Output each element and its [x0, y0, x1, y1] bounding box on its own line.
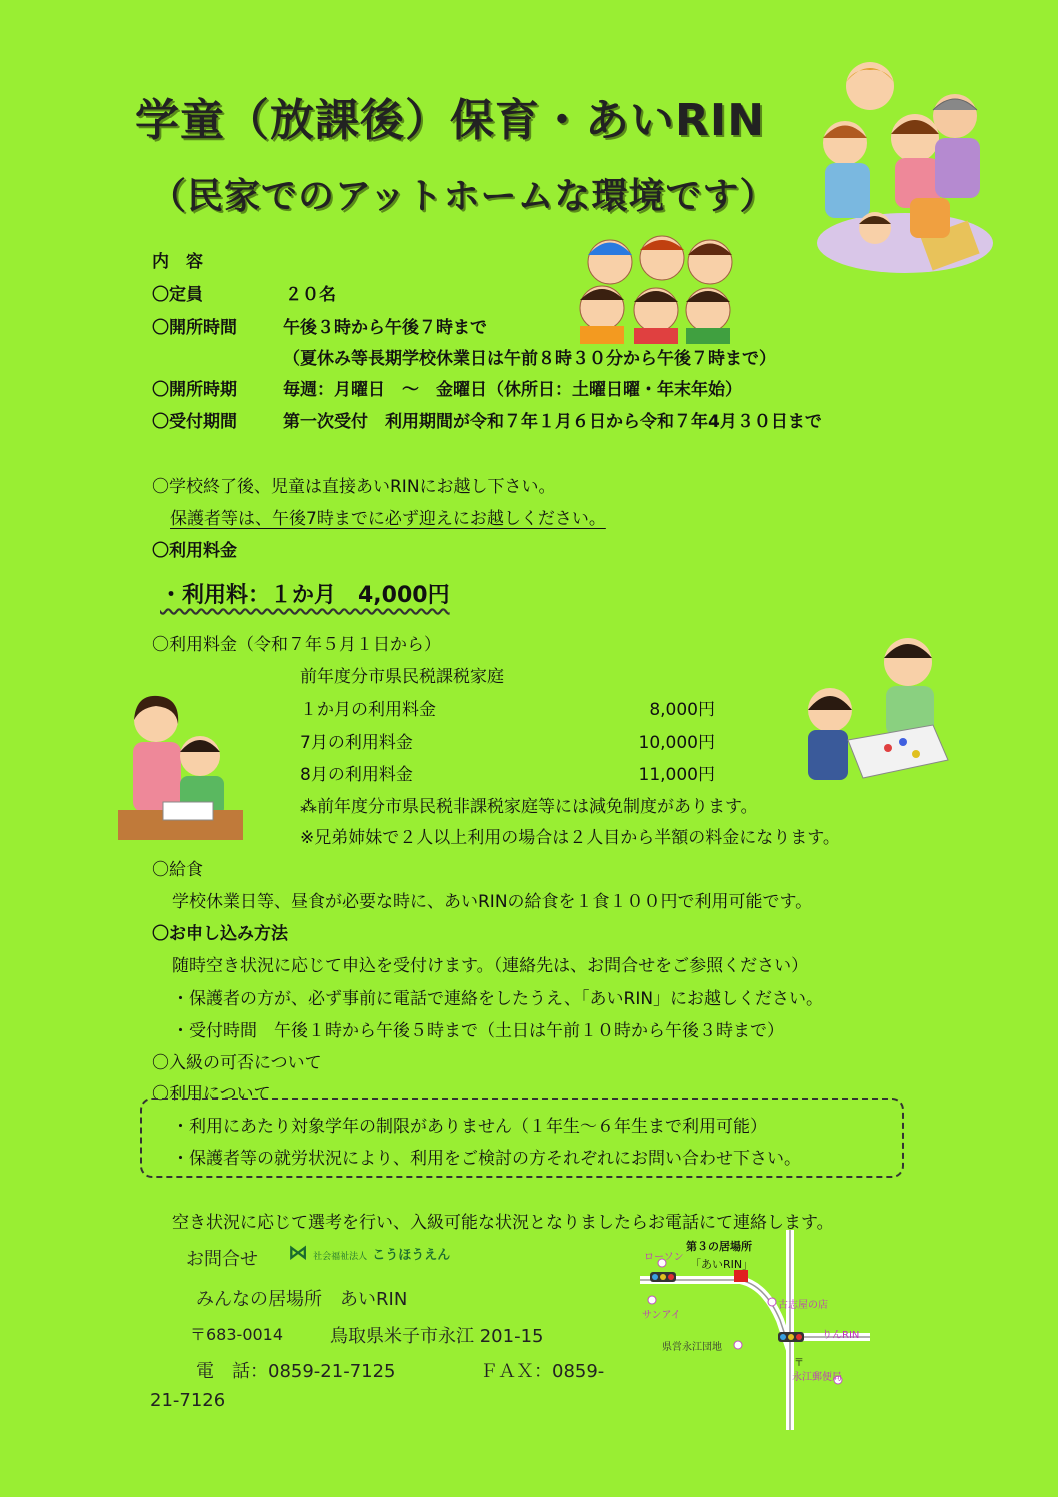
- apply-bullet-phone: ・保護者の方が、必ず事前に電話で連絡をしたうえ、「あいRIN」にお越しください。: [172, 989, 824, 1009]
- pickup-note: 保護者等は、午後7時までに必ず迎えにお越しください。: [170, 509, 606, 529]
- apply-text: 随時空き状況に応じて申込を受付けます。（連絡先は、お問合せをご参照ください）: [172, 956, 809, 976]
- map-label-danchi: 県営永江団地: [662, 1342, 722, 1353]
- contact-fax-continued: 21-7126: [150, 1390, 226, 1411]
- fee-row-label: １か月の利用料金: [300, 700, 436, 720]
- fee-current: ・利用料：１か月 4,000円: [160, 583, 450, 608]
- selection-text: 空き状況に応じて選考を行い、入級可能な状況となりましたらお電話にて連絡します。: [172, 1213, 834, 1233]
- period-value: 毎週：月曜日 ～ 金曜日（休所日：土曜日曜・年末年始）: [283, 380, 742, 400]
- fee-row-amount: 11,000円: [638, 765, 715, 785]
- apply-heading: 〇お申し込み方法: [152, 924, 288, 944]
- map-label-airin: 「あいRIN」: [690, 1258, 754, 1271]
- fee-row-amount: 10,000円: [638, 733, 715, 753]
- fee-note-siblings: ※兄弟姉妹で２人以上利用の場合は２人目から半額の料金になります。: [300, 828, 840, 848]
- access-map: [640, 1230, 870, 1430]
- reception-value: 第一次受付 利用期間が令和７年１月６日から令和７年4月３０日まで: [283, 412, 822, 432]
- contact-label: お問合せ: [186, 1249, 258, 1270]
- contact-fax: ＦＡＸ：0859-: [480, 1361, 605, 1382]
- family-illustration: [815, 58, 995, 273]
- org-logo-icon: ⋈: [288, 1240, 308, 1264]
- fee-row-amount: 8,000円: [649, 700, 715, 720]
- content-label: 内 容: [152, 252, 203, 272]
- usage-bullet-grades: ・利用にあたり対象学年の制限がありません（１年生～６年生まで利用可能）: [172, 1117, 767, 1137]
- contact-fax-clip: [150, 1390, 270, 1411]
- fee-new-heading: 〇利用料金（令和７年５月１日から）: [152, 635, 441, 655]
- fee-row-label: 8月の利用料金: [300, 765, 413, 785]
- contact-phone: 電 話：0859-21-7125: [196, 1361, 396, 1382]
- usage-heading: 〇利用について: [152, 1084, 271, 1104]
- hours-value: 午後３時から午後７時まで: [283, 318, 487, 338]
- fee-note-exemption: ⁂前年度分市県民税非課税家庭等には減免制度があります。: [300, 797, 758, 817]
- org-type: 社会福祉法人: [313, 1252, 368, 1262]
- hours-note: （夏休み等長期学校休業日は午前８時３０分から午後７時まで）: [283, 349, 776, 369]
- capacity-value: ２０名: [285, 285, 336, 305]
- usage-bullet-inquiry: ・保護者等の就労状況により、利用をご検討の方それぞれにお問い合わせ下さい。: [172, 1149, 801, 1169]
- fee-row-label: 7月の利用料金: [300, 733, 413, 753]
- map-label-post: 永江郵便局: [792, 1372, 842, 1383]
- school-note: 〇学校終了後、児童は直接あいRINにお越し下さい。: [152, 477, 556, 497]
- map-label-sunai: サンアイ: [642, 1310, 681, 1321]
- post-office-icon: 〒: [794, 1358, 804, 1369]
- fee-table-caption: 前年度分市県民税課税家庭: [300, 667, 504, 687]
- kids-cheering-illustration: [570, 230, 745, 345]
- apply-bullet-hours: ・受付時間 午後１時から午後５時まで（土日は午前１０時から午後３時まで）: [172, 1021, 784, 1041]
- admission-heading: 〇入級の可否について: [152, 1053, 322, 1073]
- meal-heading: 〇給食: [152, 860, 203, 880]
- map-label-lawson: ローソン: [644, 1252, 684, 1263]
- map-label-kodai: 古志屋の店: [778, 1300, 828, 1311]
- meal-text: 学校休業日等、昼食が必要な時に、あいRINの給食を１食１００円で利用可能です。: [172, 892, 813, 912]
- map-label-place3: 第３の居場所: [686, 1240, 752, 1253]
- period-label: 〇開所時期: [152, 380, 237, 400]
- page-subtitle: （民家でのアットホームな環境です）: [150, 176, 777, 217]
- capacity-label: 〇定員: [152, 285, 203, 305]
- org-logo: [288, 1240, 450, 1264]
- org-name: こうほうえん: [372, 1248, 451, 1263]
- hours-label: 〇開所時間: [152, 318, 237, 338]
- map-label-rinrin: りんRIN: [822, 1330, 860, 1341]
- reception-label: 〇受付期間: [152, 412, 237, 432]
- contact-place: みんなの居場所 あいRIN: [196, 1289, 408, 1310]
- boardgame-illustration: [808, 630, 953, 780]
- contact-zip: 〒683-0014: [190, 1325, 284, 1344]
- fee-heading: 〇利用料金: [152, 541, 237, 561]
- contact-address: 鳥取県米子市永江 201-15: [330, 1326, 544, 1347]
- study-illustration: [118, 690, 243, 840]
- page-title: 学童（放課後）保育・あいRIN: [135, 95, 766, 146]
